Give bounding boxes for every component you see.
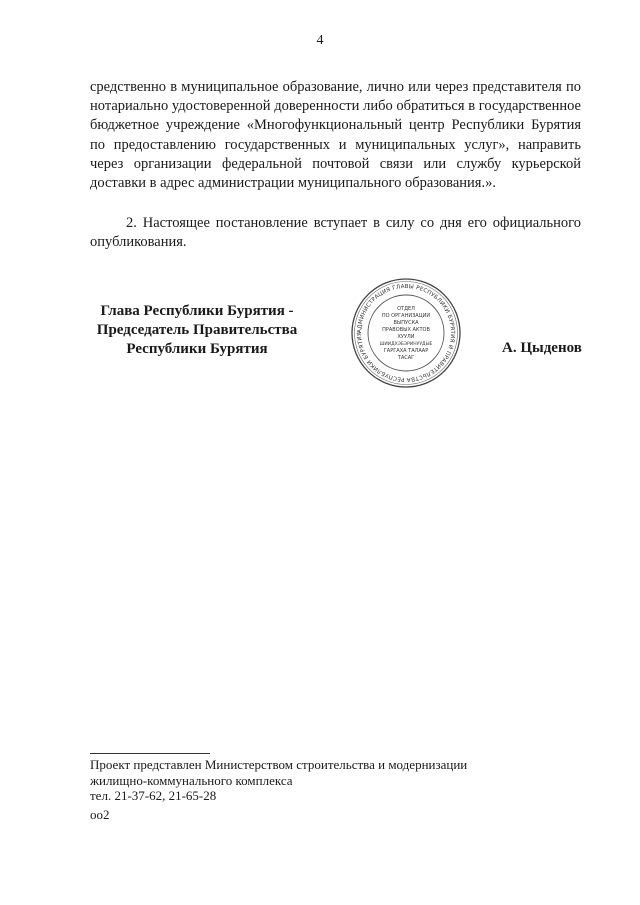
footnote bbox=[90, 757, 467, 804]
footnote-line: жилищно-коммунального комплекса bbox=[90, 772, 293, 788]
stamp-inner-text: ПО ОРГАНИЗАЦИИ bbox=[381, 313, 431, 319]
stamp-outer-text: АДМИНИСТРАЦИЯ ГЛАВЫ РЕСПУБЛИКИ БУРЯТИЯ И ПРАВИТЕЛЬСТВА РЕСПУБЛИКИ БУРЯТИЯ bbox=[356, 283, 456, 383]
footnote-line: тел. 21-37-62, 21-65-28 bbox=[90, 788, 217, 803]
stamp-inner-text: ВЫПУСКА bbox=[393, 320, 419, 326]
stamp-inner-text: ХУУЛИ bbox=[397, 334, 415, 340]
official-seal-stamp bbox=[350, 277, 462, 389]
signatory-title bbox=[88, 302, 306, 359]
stamp-inner-text: ШИИДХЭБЭРИНУУДЫЕ bbox=[379, 342, 433, 347]
body-paragraph: средственно в муниципальное образование, лично или через представителя по нотариально удостоверенной доверенности либо обратиться в государственное бюджетное учреждение «Многофункциональный центр Республики Бурятия по предоставлению государственных и муниципальных услуг», направить через организации федеральной почтовой связи или службу курьерской доставки в адрес администрации муниципального образования.». bbox=[90, 79, 581, 192]
page-number: 4 bbox=[316, 33, 324, 48]
signatory-title-line: Республики Бурятия bbox=[126, 341, 268, 357]
document-code: оо2 bbox=[90, 807, 110, 822]
signatory-title-line: Председатель Правительства bbox=[96, 322, 298, 338]
stamp-inner-text: ОТДЕЛ bbox=[397, 306, 415, 312]
stamp-inner-text: ГАРГАХА ТАЛААР bbox=[383, 348, 429, 354]
body-paragraph: 2. Настоящее постановление вступает в силу со дня его официального опубликования. bbox=[90, 215, 581, 251]
stamp-inner-text: ПРАВОВЫХ АКТОВ bbox=[382, 327, 430, 333]
signatory-title-line: Глава Республики Бурятия - bbox=[100, 303, 294, 319]
signatory-name: А. Цыденов bbox=[502, 340, 582, 356]
footnote-divider bbox=[90, 753, 210, 754]
footnote-line: Проект представлен Министерством строительства и модернизации bbox=[90, 757, 468, 772]
svg-text:АДМИНИСТРАЦИЯ ГЛАВЫ РЕСПУБЛИКИ bbox=[357, 284, 455, 382]
stamp-inner-text: ТАСАГ bbox=[397, 355, 415, 361]
